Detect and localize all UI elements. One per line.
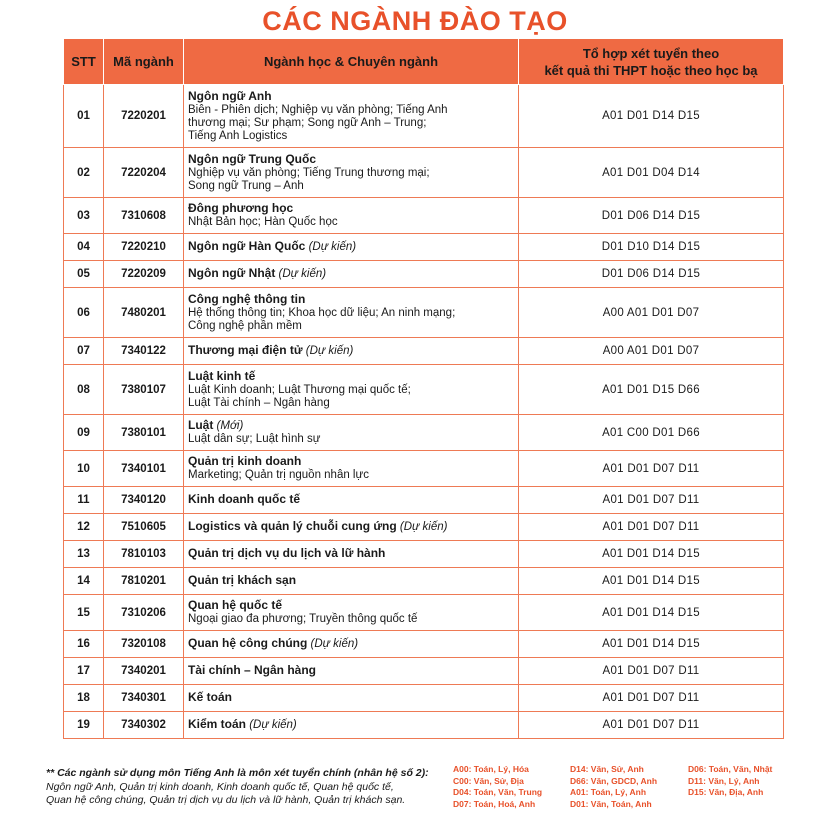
- table-row: [64, 338, 784, 365]
- row-major: [184, 234, 519, 261]
- row-major: [184, 148, 519, 198]
- major-note: (Mới): [216, 420, 244, 432]
- row-major: [184, 365, 519, 415]
- row-major-code: 7380107: [104, 365, 184, 415]
- major-note: (Dự kiến): [310, 638, 359, 650]
- table-row: [64, 234, 784, 261]
- row-major-code: 7810201: [104, 568, 184, 595]
- row-combination: A01 D01 D07 D11: [519, 712, 784, 739]
- major-specialization: Biên - Phiên dịch; Nghiệp vụ văn phòng; Tiếng Anh: [188, 103, 448, 116]
- major-name: Quản trị dịch vụ du lịch và lữ hành: [188, 546, 386, 560]
- legend-item: A01: Toán, Lý, Anh: [570, 787, 647, 797]
- row-major-code: 7340301: [104, 685, 184, 712]
- row-major: [184, 487, 519, 514]
- major-name: Quan hệ công chúng: [188, 636, 308, 650]
- row-major-code: 7340302: [104, 712, 184, 739]
- row-stt: 02: [64, 148, 104, 198]
- header-stt: STT: [64, 39, 104, 85]
- major-name: Đông phương học: [188, 201, 294, 215]
- row-major-code: 7220210: [104, 234, 184, 261]
- header-code: Mã ngành: [104, 39, 184, 85]
- table-row: [64, 85, 784, 148]
- major-name: Quản trị kinh doanh: [188, 454, 302, 468]
- major-name: Ngôn ngữ Anh: [188, 88, 272, 103]
- row-major: [184, 415, 519, 451]
- row-major: [184, 198, 519, 234]
- major-name: Luật: [188, 418, 214, 432]
- major-specialization: Luật Tài chính – Ngân hàng: [188, 396, 330, 409]
- legend-item: D14: Văn, Sử, Anh: [570, 764, 644, 774]
- legend-item: D15: Văn, Địa, Anh: [688, 787, 764, 797]
- row-stt: 09: [64, 415, 104, 451]
- row-major-code: 7310608: [104, 198, 184, 234]
- row-combination: A01 D01 D07 D11: [519, 487, 784, 514]
- header-combination: [519, 39, 784, 85]
- major-name: Quan hệ quốc tế: [188, 598, 283, 612]
- major-specialization: Tiếng Anh Logistics: [188, 129, 288, 142]
- major-specialization: Song ngữ Trung – Anh: [188, 179, 304, 192]
- row-stt: 13: [64, 541, 104, 568]
- row-major-code: 7510605: [104, 514, 184, 541]
- row-major: [184, 451, 519, 487]
- major-specialization: Nhật Bản học; Hàn Quốc học: [188, 216, 338, 228]
- major-note: (Dự kiến): [278, 268, 327, 280]
- table-row: [64, 261, 784, 288]
- row-stt: 10: [64, 451, 104, 487]
- row-major-code: 7380101: [104, 415, 184, 451]
- major-specialization: Nghiệp vụ văn phòng; Tiếng Trung thương mại;: [188, 166, 430, 179]
- row-combination: A00 A01 D01 D07: [519, 288, 784, 338]
- row-combination: A00 A01 D01 D07: [519, 338, 784, 365]
- row-major: [184, 568, 519, 595]
- major-specialization: Hệ thống thông tin; Khoa học dữ liệu; An ninh mạng;: [188, 306, 456, 319]
- major-name: Kinh doanh quốc tế: [188, 492, 300, 506]
- major-name: Công nghệ thông tin: [188, 291, 306, 306]
- row-combination: A01 D01 D07 D11: [519, 658, 784, 685]
- major-name: Tài chính – Ngân hàng: [188, 663, 317, 677]
- row-major-code: 7220204: [104, 148, 184, 198]
- row-major-code: 7340101: [104, 451, 184, 487]
- table-row: [64, 541, 784, 568]
- row-combination: A01 D01 D14 D15: [519, 631, 784, 658]
- major-specialization: thương mại; Sư phạm; Song ngữ Anh – Trung;: [188, 116, 427, 129]
- header-combination-line1: Tổ hợp xét tuyển theo: [582, 45, 720, 61]
- major-name: Quản trị khách sạn: [188, 573, 297, 587]
- row-major-code: 7310206: [104, 595, 184, 631]
- majors-table: [63, 38, 784, 739]
- major-name: Ngôn ngữ Trung Quốc: [188, 151, 317, 166]
- legend-item: D01: Văn, Toán, Anh: [570, 798, 652, 809]
- row-combination: A01 D01 D14 D15: [519, 595, 784, 631]
- major-specialization: Ngoại giao đa phương; Truyền thông quốc tế: [188, 613, 418, 625]
- page-title: CÁC NGÀNH ĐÀO TẠO: [262, 6, 568, 36]
- major-name: Luật kinh tế: [188, 368, 256, 383]
- row-major: [184, 288, 519, 338]
- row-major: [184, 631, 519, 658]
- row-major-code: 7220201: [104, 85, 184, 148]
- footnote-line: Ngôn ngữ Anh, Quản trị kinh doanh, Kinh doanh quốc tế, Quan hệ quốc tế,: [46, 780, 394, 793]
- table-row: [64, 712, 784, 739]
- table-row: [64, 451, 784, 487]
- legend-item: C00: Văn, Sử, Địa: [453, 775, 524, 786]
- row-major: [184, 658, 519, 685]
- row-stt: 07: [64, 338, 104, 365]
- major-note: (Dự kiến): [249, 719, 297, 731]
- row-major: [184, 685, 519, 712]
- legend-item: D06: Toán, Văn, Nhật: [688, 764, 773, 774]
- table-row: [64, 568, 784, 595]
- major-note: (Dự kiến): [399, 521, 448, 533]
- row-combination: D01 D06 D14 D15: [519, 261, 784, 288]
- table-row: [64, 685, 784, 712]
- legend-item: D07: Toán, Hoá, Anh: [453, 798, 536, 809]
- row-combination: A01 D01 D07 D11: [519, 451, 784, 487]
- major-specialization: Luật dân sự; Luật hình sự: [188, 433, 321, 445]
- row-stt: 17: [64, 658, 104, 685]
- row-major: [184, 514, 519, 541]
- table-row: [64, 288, 784, 338]
- major-name: Logistics và quản lý chuỗi cung ứng: [188, 519, 397, 533]
- table-row: [64, 487, 784, 514]
- major-name: Ngôn ngữ Nhật: [188, 266, 276, 280]
- table-row: [64, 365, 784, 415]
- row-combination: A01 C00 D01 D66: [519, 415, 784, 451]
- header-combination-line2: kết quả thi THPT hoặc theo học bạ: [544, 62, 758, 78]
- major-note: (Dự kiến): [305, 345, 354, 357]
- footnote-line: Quan hệ công chúng, Quản trị dịch vụ du lịch và lữ hành, Quản trị khách sạn.: [46, 794, 406, 806]
- row-major-code: 7220209: [104, 261, 184, 288]
- legend-item: D04: Toán, Văn, Trung: [453, 787, 543, 797]
- row-major-code: 7810103: [104, 541, 184, 568]
- legend-item: A00: Toán, Lý, Hóa: [453, 764, 529, 774]
- row-major: [184, 712, 519, 739]
- row-major-code: 7480201: [104, 288, 184, 338]
- row-stt: 19: [64, 712, 104, 739]
- header-major: Ngành học & Chuyên ngành: [184, 39, 519, 85]
- row-stt: 06: [64, 288, 104, 338]
- major-specialization: Marketing; Quản trị nguồn nhân lực: [188, 469, 369, 481]
- row-combination: A01 D01 D07 D11: [519, 514, 784, 541]
- table-row: [64, 514, 784, 541]
- row-stt: 08: [64, 365, 104, 415]
- row-combination: D01 D10 D14 D15: [519, 234, 784, 261]
- row-combination: A01 D01 D07 D11: [519, 685, 784, 712]
- row-stt: 14: [64, 568, 104, 595]
- table-row: [64, 148, 784, 198]
- row-major-code: 7320108: [104, 631, 184, 658]
- row-combination: A01 D01 D14 D15: [519, 85, 784, 148]
- legend-column-3: [688, 764, 772, 799]
- row-stt: 03: [64, 198, 104, 234]
- row-major: [184, 541, 519, 568]
- row-major-code: 7340122: [104, 338, 184, 365]
- major-name: Ngôn ngữ Hàn Quốc: [188, 239, 306, 253]
- row-combination: A01 D01 D04 D14: [519, 148, 784, 198]
- major-note: (Dự kiến): [308, 241, 357, 253]
- row-combination: A01 D01 D14 D15: [519, 568, 784, 595]
- row-major: [184, 595, 519, 631]
- row-major-code: 7340120: [104, 487, 184, 514]
- row-combination: A01 D01 D14 D15: [519, 541, 784, 568]
- table-header-row: [64, 39, 784, 85]
- row-stt: 11: [64, 487, 104, 514]
- row-combination: D01 D06 D14 D15: [519, 198, 784, 234]
- row-major: [184, 85, 519, 148]
- row-combination: A01 D01 D15 D66: [519, 365, 784, 415]
- table-row: [64, 595, 784, 631]
- legend-item: D66: Văn, GDCD, Anh: [570, 775, 658, 786]
- table-row: [64, 631, 784, 658]
- major-name: Kế toán: [188, 690, 233, 704]
- major-specialization: Luật Kinh doanh; Luật Thương mại quốc tế;: [188, 383, 411, 396]
- footnote: [46, 767, 446, 808]
- row-stt: 15: [64, 595, 104, 631]
- footnote-heading: ** Các ngành sử dụng môn Tiếng Anh là môn xét tuyển chính (nhân hệ số 2):: [46, 767, 429, 779]
- row-major: [184, 338, 519, 365]
- row-stt: 01: [64, 85, 104, 148]
- row-stt: 16: [64, 631, 104, 658]
- legend-column-2: [570, 764, 657, 810]
- table-row: [64, 198, 784, 234]
- legend-column-1: [453, 764, 542, 810]
- row-stt: 05: [64, 261, 104, 288]
- row-major: [184, 261, 519, 288]
- legend-item: D11: Văn, Lý, Anh: [688, 775, 760, 786]
- row-stt: 12: [64, 514, 104, 541]
- row-stt: 04: [64, 234, 104, 261]
- row-stt: 18: [64, 685, 104, 712]
- major-name: Kiểm toán: [188, 717, 247, 731]
- table-row: [64, 658, 784, 685]
- table-row: [64, 415, 784, 451]
- row-major-code: 7340201: [104, 658, 184, 685]
- major-name: Thương mại điện tử: [188, 343, 303, 357]
- major-specialization: Công nghệ phần mềm: [188, 319, 302, 332]
